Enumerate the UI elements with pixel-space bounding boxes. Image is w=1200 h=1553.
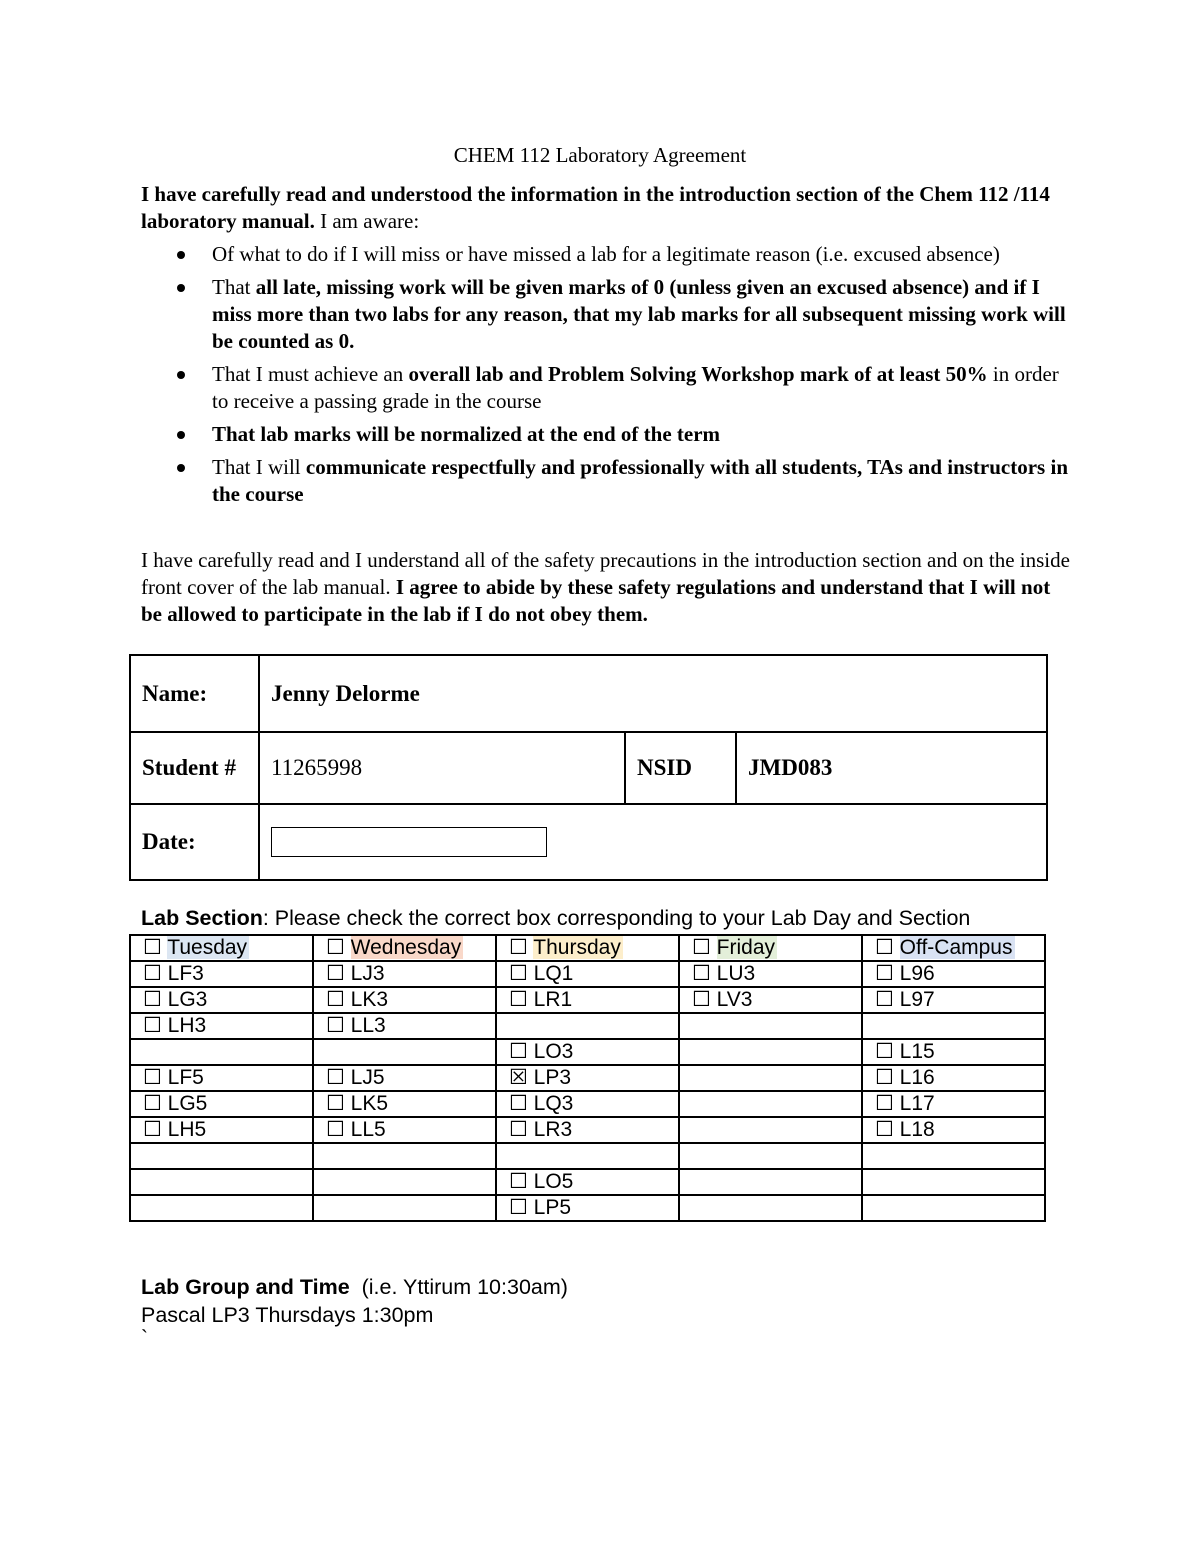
lab-section-cell[interactable]	[313, 987, 496, 1013]
bullet-icon	[177, 431, 185, 439]
checkbox-icon[interactable]: ☐	[509, 962, 528, 985]
lab-day-label: Friday	[716, 936, 776, 959]
agreement-item-bold: all late, missing work will be given marks of 0 (unless given an excused absence) and if I miss more than two labs for any reason, that my lab marks for all subsequent missing work will be counted as 0.	[212, 275, 1066, 353]
checkbox-icon[interactable]: ☐	[509, 1118, 528, 1141]
lab-section-cell[interactable]	[862, 961, 1045, 987]
lab-section-cell[interactable]	[496, 1169, 679, 1195]
checkbox-icon[interactable]: ☐	[143, 1014, 162, 1037]
student-info-table	[129, 654, 1048, 881]
checkbox-icon[interactable]: ☐	[692, 936, 711, 959]
lab-section-cell	[679, 1195, 862, 1221]
lab-section-cell[interactable]	[313, 1013, 496, 1039]
name-label: Name:	[142, 680, 208, 706]
lab-section-row	[130, 961, 1045, 987]
lab-section-cell[interactable]	[496, 1195, 679, 1221]
lab-day-header[interactable]	[313, 935, 496, 961]
lab-day-label: Wednesday	[350, 936, 462, 959]
lab-section-cell	[130, 1039, 313, 1065]
intro-paragraph	[141, 181, 1061, 235]
lab-section-cell	[130, 1169, 313, 1195]
lab-section-heading	[141, 906, 970, 931]
page-title: CHEM 112 Laboratory Agreement	[453, 143, 747, 167]
checkbox-icon[interactable]: ☐	[875, 1118, 894, 1141]
bullet-icon	[177, 371, 185, 379]
lab-section-code: LO5	[533, 1170, 574, 1193]
lab-section-code: L18	[899, 1118, 935, 1141]
lab-section-cell[interactable]	[130, 1117, 313, 1143]
date-cell	[260, 805, 1046, 879]
checkbox-icon[interactable]: ☐	[509, 1040, 528, 1063]
lab-section-cell	[862, 1195, 1045, 1221]
agreement-item-text: Of what to do if I will miss or have missed a lab for a legitimate reason (i.e. excused absence)	[212, 242, 1000, 266]
student-number-field[interactable]: 11265998	[271, 755, 363, 780]
bullet-icon	[177, 284, 185, 292]
lab-section-code: LJ3	[350, 962, 385, 985]
checkbox-icon[interactable]: ☐	[326, 962, 345, 985]
bullet-icon	[177, 251, 185, 259]
lab-section-cell	[679, 1065, 862, 1091]
lab-day-header[interactable]	[679, 935, 862, 961]
checkbox-icon[interactable]: ☐	[509, 1196, 528, 1219]
lab-section-cell[interactable]	[862, 987, 1045, 1013]
agreement-item	[141, 454, 1071, 508]
agreement-list	[141, 241, 1071, 514]
lab-day-header-row	[130, 935, 1045, 961]
checkbox-icon[interactable]: ☐	[326, 1066, 345, 1089]
lab-section-cell	[679, 1013, 862, 1039]
lab-section-cell[interactable]	[862, 1039, 1045, 1065]
checkbox-icon[interactable]: ☐	[875, 988, 894, 1011]
lab-section-code: LG5	[167, 1092, 208, 1115]
lab-day-label: Tuesday	[167, 936, 248, 959]
lab-section-row	[130, 1013, 1045, 1039]
agreement-item-bold: That lab marks will be normalized at the end of the term	[212, 422, 721, 446]
lab-section-row	[130, 1117, 1045, 1143]
lab-section-row	[130, 1143, 1045, 1169]
lab-day-header[interactable]	[130, 935, 313, 961]
lab-section-cell	[679, 1091, 862, 1117]
lab-section-cell	[679, 1143, 862, 1169]
lab-section-cell	[313, 1195, 496, 1221]
lab-section-code: LH3	[167, 1014, 207, 1037]
lab-section-cell[interactable]	[862, 1065, 1045, 1091]
intro-bold-text: I have carefully read and understood the information in the introduction section of the Chem 112 /114 laboratory manual.	[141, 182, 1050, 233]
checkbox-icon[interactable]: ☐	[875, 1066, 894, 1089]
lab-section-cell[interactable]	[313, 1065, 496, 1091]
agreement-item	[141, 274, 1071, 355]
checked-checkbox-icon[interactable]: ☒	[509, 1066, 528, 1089]
safety-paragraph	[141, 547, 1071, 628]
lab-section-code: LG3	[167, 988, 208, 1011]
lab-section-code: LF3	[167, 962, 204, 985]
lab-section-code: LK3	[350, 988, 389, 1011]
lab-section-cell[interactable]	[130, 1065, 313, 1091]
lab-section-code: LL3	[350, 1014, 386, 1037]
agreement-item-pre: That I must achieve an	[212, 362, 409, 386]
agreement-item	[141, 241, 1071, 268]
lab-section-code: LK5	[350, 1092, 389, 1115]
lab-section-cell[interactable]	[679, 987, 862, 1013]
lab-section-cell[interactable]	[496, 961, 679, 987]
lab-section-code: LU3	[716, 962, 756, 985]
lab-section-cell	[862, 1013, 1045, 1039]
lab-section-instruction: : Please check the correct box corresponding to your Lab Day and Section	[262, 906, 971, 930]
checkbox-icon[interactable]: ☐	[326, 936, 345, 959]
agreement-item-post: in order to receive a passing grade in the course	[212, 362, 1059, 413]
date-label: Date:	[142, 829, 196, 854]
lab-section-row	[130, 987, 1045, 1013]
lab-section-cell[interactable]	[496, 1117, 679, 1143]
lab-section-code: LJ5	[350, 1066, 385, 1089]
lab-section-cell	[679, 1117, 862, 1143]
agreement-item	[141, 361, 1071, 415]
lab-section-cell[interactable]	[313, 1117, 496, 1143]
checkbox-icon[interactable]: ☐	[326, 988, 345, 1011]
lab-section-code: LP5	[533, 1196, 572, 1219]
safety-bold-text: I agree to abide by these safety regulations and understand that I will not be allowed to participate in the lab if I do not obey them.	[141, 575, 1051, 626]
checkbox-icon[interactable]: ☐	[143, 936, 162, 959]
date-row	[131, 805, 1046, 879]
name-row	[131, 656, 1046, 733]
checkbox-icon[interactable]: ☐	[326, 1092, 345, 1115]
lab-section-cell	[496, 1143, 679, 1169]
lab-section-code: L15	[899, 1040, 935, 1063]
checkbox-icon[interactable]: ☐	[509, 936, 528, 959]
lab-section-code: LF5	[167, 1066, 204, 1089]
lab-group-label: Lab Group and Time	[141, 1275, 350, 1299]
lab-section-code: LV3	[716, 988, 753, 1011]
lab-section-cell[interactable]	[130, 1091, 313, 1117]
lab-section-code: LR1	[533, 988, 573, 1011]
student-row	[131, 733, 1046, 805]
lab-section-code: LR3	[533, 1118, 573, 1141]
lab-section-cell[interactable]	[313, 1091, 496, 1117]
checkbox-icon[interactable]: ☐	[143, 1066, 162, 1089]
lab-section-label: Lab Section	[141, 906, 263, 930]
checkbox-icon[interactable]: ☐	[326, 1014, 345, 1037]
lab-day-label: Thursday	[533, 936, 621, 959]
lab-section-cell[interactable]	[679, 961, 862, 987]
lab-section-cell[interactable]	[313, 961, 496, 987]
agreement-item-pre: That	[212, 275, 256, 299]
lab-section-row	[130, 1195, 1045, 1221]
name-field[interactable]: Jenny Delorme	[271, 680, 420, 706]
lab-section-row	[130, 1091, 1045, 1117]
lab-section-cell	[313, 1169, 496, 1195]
checkbox-icon[interactable]: ☐	[875, 936, 894, 959]
bullet-icon	[177, 464, 185, 472]
lab-day-header[interactable]	[862, 935, 1045, 961]
nsid-field[interactable]: JMD083	[748, 755, 833, 780]
lab-section-table	[129, 934, 1046, 1222]
agreement-item	[141, 421, 1071, 448]
lab-section-code: LL5	[350, 1118, 386, 1141]
lab-section-row	[130, 1065, 1045, 1091]
lab-section-row	[130, 1039, 1045, 1065]
checkbox-icon[interactable]: ☐	[509, 988, 528, 1011]
lab-section-cell[interactable]	[496, 987, 679, 1013]
lab-group-value[interactable]: Pascal LP3 Thursdays 1:30pm	[141, 1303, 434, 1327]
lab-section-code: L96	[899, 962, 935, 985]
lab-day-label: Off-Campus	[899, 936, 1013, 959]
intro-plain-text: I am aware:	[320, 209, 420, 233]
safety-plain-text: I have carefully read and I understand all of the safety precautions in the introduction section and on the inside front cover of the lab manual.	[141, 548, 1070, 599]
checkbox-icon[interactable]: ☐	[692, 962, 711, 985]
lab-section-cell	[679, 1169, 862, 1195]
lab-section-cell	[313, 1143, 496, 1169]
checkbox-icon[interactable]: ☐	[143, 962, 162, 985]
lab-section-cell	[313, 1039, 496, 1065]
lab-section-cell	[679, 1039, 862, 1065]
checkbox-icon[interactable]: ☐	[143, 1118, 162, 1141]
lab-section-code: L16	[899, 1066, 935, 1089]
nsid-label: NSID	[637, 755, 692, 780]
student-number-label: Student #	[142, 755, 236, 780]
lab-section-cell[interactable]	[130, 987, 313, 1013]
checkbox-icon[interactable]: ☐	[875, 1040, 894, 1063]
stray-mark: `	[141, 1327, 148, 1350]
lab-section-cell[interactable]	[862, 1091, 1045, 1117]
lab-section-cell[interactable]	[496, 1065, 679, 1091]
checkbox-icon[interactable]: ☐	[875, 1092, 894, 1115]
lab-section-code: LH5	[167, 1118, 207, 1141]
lab-section-cell[interactable]	[862, 1117, 1045, 1143]
lab-section-cell	[862, 1169, 1045, 1195]
checkbox-icon[interactable]: ☐	[509, 1170, 528, 1193]
lab-section-cell	[862, 1143, 1045, 1169]
date-input[interactable]	[271, 827, 547, 857]
checkbox-icon[interactable]: ☐	[143, 988, 162, 1011]
checkbox-icon[interactable]: ☐	[875, 962, 894, 985]
lab-section-code: LQ3	[533, 1092, 574, 1115]
lab-day-header[interactable]	[496, 935, 679, 961]
lab-group-example: (i.e. Yttirum 10:30am)	[361, 1275, 568, 1299]
lab-section-cell[interactable]	[496, 1091, 679, 1117]
lab-section-cell	[130, 1143, 313, 1169]
lab-section-cell[interactable]	[130, 1013, 313, 1039]
checkbox-icon[interactable]: ☐	[509, 1092, 528, 1115]
lab-section-code: LQ1	[533, 962, 574, 985]
checkbox-icon[interactable]: ☐	[692, 988, 711, 1011]
checkbox-icon[interactable]: ☐	[143, 1092, 162, 1115]
agreement-item-bold: communicate respectfully and professionally with all students, TAs and instructors in the course	[212, 455, 1068, 506]
lab-section-cell	[496, 1013, 679, 1039]
lab-section-code: L17	[899, 1092, 935, 1115]
lab-section-code: L97	[899, 988, 935, 1011]
agreement-item-bold: overall lab and Problem Solving Workshop mark of at least 50%	[408, 362, 988, 386]
lab-section-cell	[130, 1195, 313, 1221]
checkbox-icon[interactable]: ☐	[326, 1118, 345, 1141]
lab-group-heading	[141, 1275, 568, 1300]
lab-section-cell[interactable]	[496, 1039, 679, 1065]
agreement-item-pre: That I will	[212, 455, 306, 479]
lab-section-code: LO3	[533, 1040, 574, 1063]
lab-section-row	[130, 1169, 1045, 1195]
lab-section-code: LP3	[533, 1066, 572, 1089]
lab-section-cell[interactable]	[130, 961, 313, 987]
